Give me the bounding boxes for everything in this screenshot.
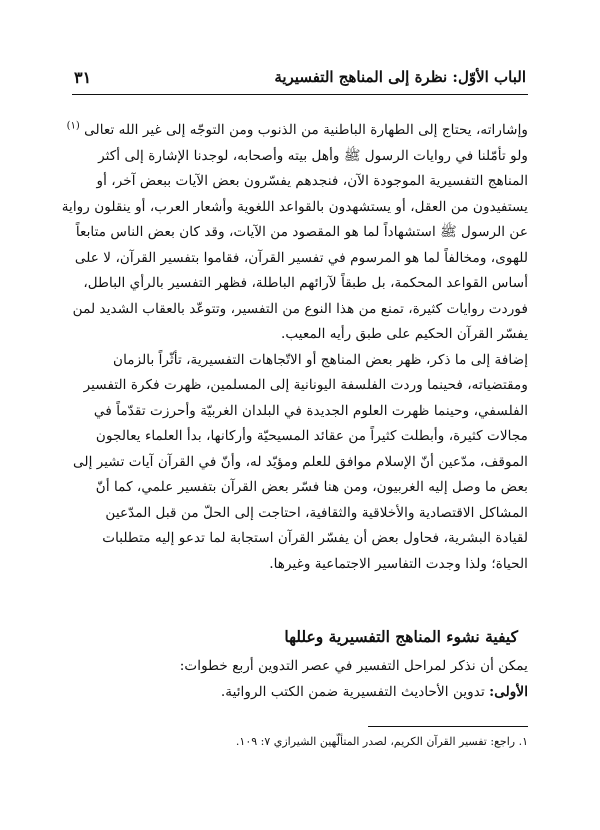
main-text [61, 118, 528, 577]
text-line: الموقف، مدّعين أنّ الإسلام موافق للعلم ومؤيّد له، وأنّ في القرآن آيات تشير إلى [73, 453, 528, 470]
page-number: ٣١ [74, 68, 92, 87]
intro-line: يمكن أن نذكر لمراحل التفسير في عصر التدوين أربع خطوات: [179, 658, 528, 674]
section-intro [72, 654, 528, 705]
text-line: إضافة إلى ما ذكر، ظهر بعض المناهج أو الاتّجاهات التفسيرية، تأثّراً بالزمان [113, 351, 528, 368]
text-line: عن الرسول ﷺ استشهاداً لما هو المقصود من الآيات، وقد كان بعض الناس متابعاً [75, 224, 528, 240]
text-line: ولو تأمّلنا في روايات الرسول ﷺ وأهل بيته وأصحابه، لوجدنا الإشارة إلى أكثر [98, 147, 528, 164]
text-line: المناهج التفسيرية الموجودة الآن، فنجدهم يفسّرون بعض الآيات ببعض آخر، أو [96, 173, 528, 189]
footnote: ١. راجع: تفسير القرآن الكريم، لصدر المتألّهين الشيرازي ٧: ١٠٩. [235, 735, 528, 748]
text-line: بعض ما وصل إليه الغربيون، ومن هنا فسّر بعض القرآن بتفسير علمي، كما أنّ [95, 479, 528, 495]
running-title: الباب الأوّل: نظرة إلى المناهج التفسيرية [274, 68, 526, 86]
text-line: فوردت روايات كثيرة، تمنع من هذا النوع من التفسير، وتتوعّد بالعقاب الشديد لمن [72, 300, 528, 317]
step-1-label: الأولى: [489, 683, 528, 700]
text-line: المشاكل الاقتصادية والأخلاقية والثقافية، احتاجت إلى الحلّ من قبل المدّعين [105, 504, 528, 521]
text-line: ومقتضياته، فحينما وردت الفلسفة اليونانية إلى المسلمين، ظهرت فكرة التفسير [83, 377, 528, 393]
step-1-text: تدوين الأحاديث التفسيرية ضمن الكتب الروائية. [220, 683, 485, 700]
step-1-line [72, 680, 528, 706]
text-line: لقيادة البشرية، فحاول بعض أن يفسّر القرآن استجابة لما تدعو إليه متطلبات [102, 530, 528, 546]
text-line: مجالات كثيرة، وأبطلت كثيراً من عقائد المسيحيّة وأركانها، بدأ العلماء يعالجون [95, 428, 528, 444]
paragraph-1 [61, 118, 528, 348]
footnote-reference[interactable]: (١) [66, 120, 80, 132]
footnote-divider [368, 726, 528, 727]
text-line: يستفيدون من العقل، أو يستشهدون بالقواعد اللغوية وأشعار العرب، أو ينقلون رواية [61, 198, 528, 215]
text-line: الحياة؛ ولذا وجدت التفاسير الاجتماعية وغيرها. [269, 555, 528, 572]
section-heading: كيفية نشوء المناهج التفسيرية وعللها [284, 627, 518, 646]
text-line: يفسّر القرآن الحكيم على طبق رأيه المعيب. [280, 326, 528, 342]
text-line: للهوى، ومخالفاً لما هو المرسوم في تفسير القرآن، فقاموا بتفسير القرآن، لا على [74, 249, 528, 266]
paragraph-2 [72, 348, 528, 578]
text-line: أساس القواعد المحكمة، بل طبقاً لآرائهم الباطلة، فظهر التفسير بالرأي الباطل، [83, 275, 528, 291]
page-header [72, 60, 528, 95]
text-line: وإشاراته، يحتاج إلى الطهارة الباطنية من الذنوب ومن التوجّه إلى غير الله تعالى $^{(١)}$ [66, 120, 528, 138]
text-line: الفلسفي، وحينما ظهرت العلوم الجديدة في البلدان الغربيّة وأحرزت تقدّماً في [93, 402, 528, 419]
